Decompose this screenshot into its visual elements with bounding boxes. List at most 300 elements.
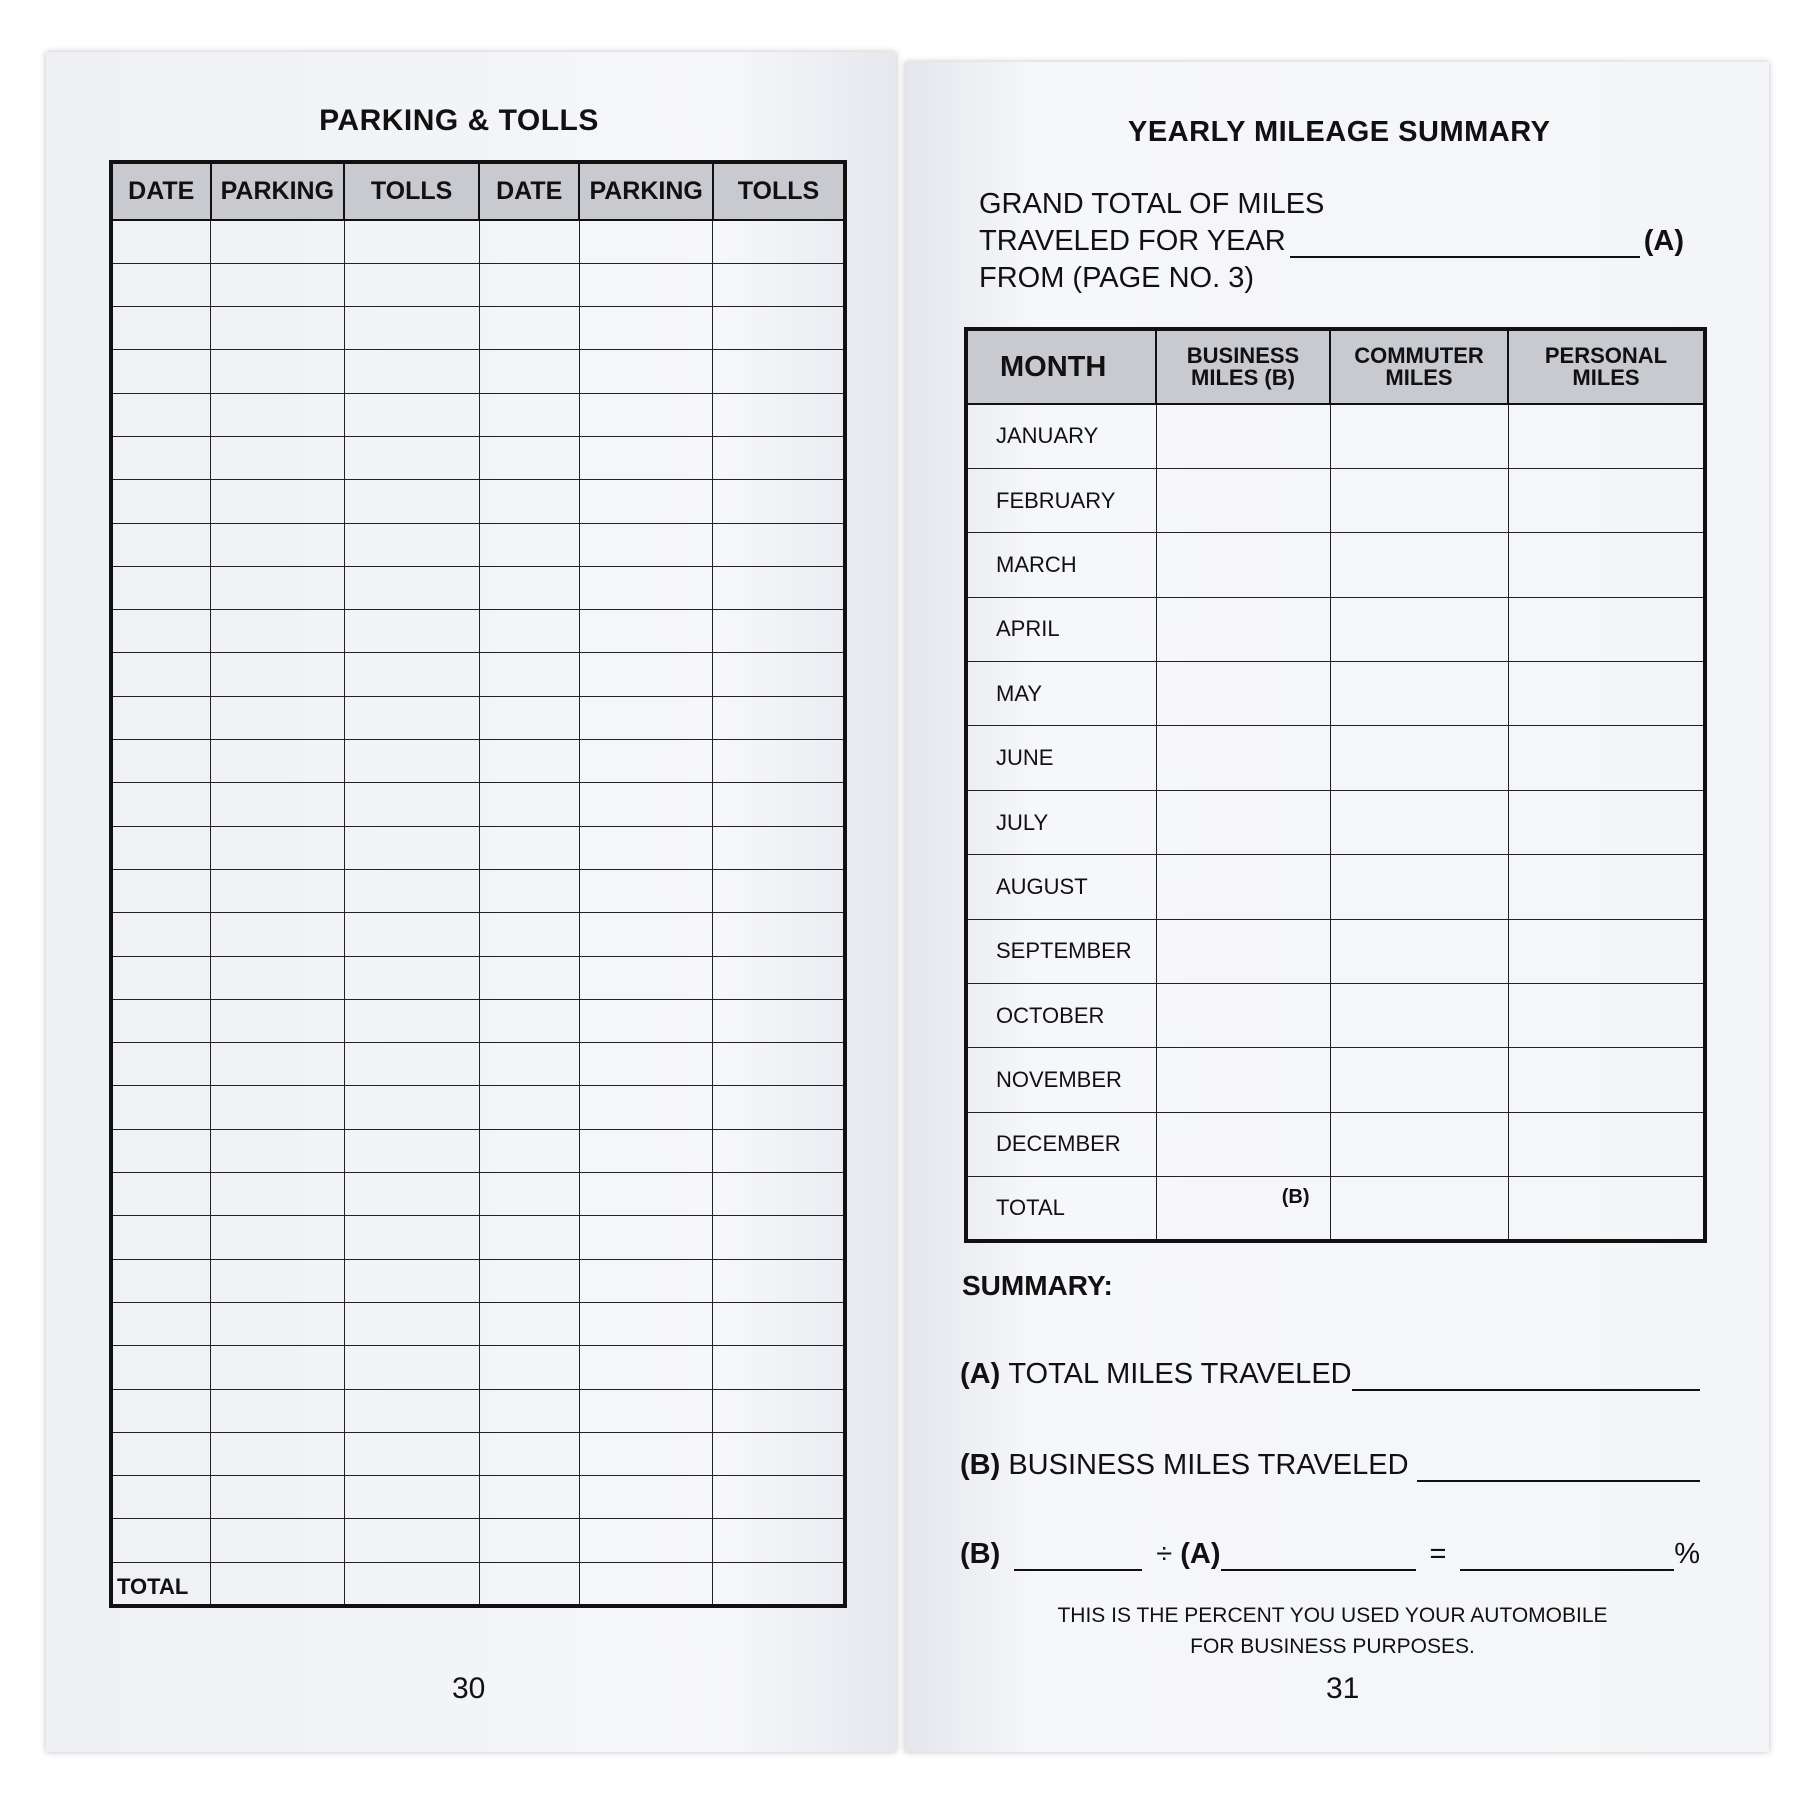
cell-parking[interactable] — [579, 740, 713, 783]
cell-date[interactable] — [479, 350, 579, 393]
cell-business[interactable] — [1156, 984, 1330, 1048]
cell-commuter[interactable] — [1330, 790, 1508, 854]
cell-tolls[interactable] — [713, 523, 845, 566]
cell-date[interactable] — [479, 1432, 579, 1475]
month-label: SEPTEMBER — [966, 919, 1156, 983]
cell-parking[interactable] — [211, 1259, 345, 1302]
table-row — [111, 1432, 845, 1475]
cell-commuter[interactable] — [1330, 533, 1508, 597]
cell-personal[interactable] — [1508, 468, 1705, 532]
grand-total-marker: (A) — [1643, 225, 1684, 257]
cell-parking[interactable] — [579, 1216, 713, 1259]
cell-date[interactable] — [111, 1519, 211, 1562]
cell-tolls[interactable] — [713, 1173, 845, 1216]
cell-commuter[interactable] — [1330, 404, 1508, 468]
cell-tolls[interactable] — [713, 1043, 845, 1086]
cell-tolls[interactable] — [713, 1216, 845, 1259]
cell-commuter[interactable] — [1330, 919, 1508, 983]
cell-date[interactable] — [111, 826, 211, 869]
table-row — [111, 1389, 845, 1432]
cell-date[interactable] — [111, 999, 211, 1042]
month-row — [966, 468, 1705, 532]
marker-a: (A) — [960, 1358, 1001, 1390]
cell-commuter[interactable] — [1330, 984, 1508, 1048]
cell-tolls[interactable] — [713, 1129, 845, 1172]
cell-date[interactable] — [111, 783, 211, 826]
cell-date[interactable] — [111, 1302, 211, 1345]
table-row — [111, 783, 845, 826]
cell-tolls[interactable] — [713, 220, 845, 263]
cell-date[interactable] — [111, 913, 211, 956]
cell-parking[interactable] — [579, 566, 713, 609]
percent-formula — [960, 1538, 1700, 1571]
cell-business[interactable] — [1156, 468, 1330, 532]
cell-date[interactable] — [111, 869, 211, 912]
formula-b: (B) — [960, 1538, 1001, 1570]
formula-b-input[interactable] — [1014, 1547, 1142, 1571]
cell-parking[interactable] — [211, 1389, 345, 1432]
cell-parking[interactable] — [579, 913, 713, 956]
cell-parking[interactable] — [211, 696, 345, 739]
cell-date[interactable] — [479, 1043, 579, 1086]
cell-tolls[interactable] — [713, 1302, 845, 1345]
cell-parking[interactable] — [211, 783, 345, 826]
cell-tolls[interactable] — [713, 1086, 845, 1129]
cell-date[interactable] — [479, 610, 579, 653]
cell-date[interactable] — [479, 1216, 579, 1259]
cell-parking[interactable] — [211, 1086, 345, 1129]
cell-parking[interactable] — [579, 1562, 713, 1605]
cell-parking[interactable] — [211, 436, 345, 479]
parking-tolls-table — [109, 160, 847, 1608]
month-label: TOTAL — [966, 1177, 1156, 1241]
cell-tolls[interactable] — [344, 999, 479, 1042]
cell-tolls[interactable] — [713, 1476, 845, 1519]
percent-note — [960, 1600, 1705, 1662]
cell-date[interactable] — [479, 436, 579, 479]
cell-date[interactable] — [479, 913, 579, 956]
cell-parking[interactable] — [579, 523, 713, 566]
cell-parking[interactable] — [579, 1043, 713, 1086]
cell-business[interactable] — [1156, 597, 1330, 661]
cell-commuter[interactable] — [1330, 597, 1508, 661]
cell-personal[interactable] — [1508, 726, 1705, 790]
table-row — [111, 566, 845, 609]
cell-tolls[interactable] — [713, 1432, 845, 1475]
cell-personal[interactable] — [1508, 790, 1705, 854]
table-row — [111, 1519, 845, 1562]
cell-tolls[interactable] — [344, 956, 479, 999]
cell-date[interactable] — [479, 999, 579, 1042]
cell-date[interactable] — [111, 1476, 211, 1519]
grand-total-input[interactable] — [1290, 234, 1640, 258]
cell-parking[interactable] — [579, 653, 713, 696]
cell-personal[interactable] — [1508, 984, 1705, 1048]
cell-parking[interactable] — [579, 1259, 713, 1302]
cell-tolls[interactable] — [344, 1173, 479, 1216]
cell-parking[interactable] — [211, 826, 345, 869]
cell-date[interactable] — [479, 653, 579, 696]
business-miles-input[interactable] — [1417, 1458, 1700, 1482]
cell-parking[interactable] — [579, 1086, 713, 1129]
cell-tolls[interactable] — [344, 826, 479, 869]
cell-parking[interactable] — [579, 1129, 713, 1172]
cell-tolls[interactable] — [713, 1519, 845, 1562]
header-business-l2: MILES (B) — [1191, 365, 1295, 390]
cell-commuter[interactable] — [1330, 726, 1508, 790]
cell-tolls[interactable] — [713, 956, 845, 999]
cell-parking[interactable] — [579, 220, 713, 263]
month-row — [966, 597, 1705, 661]
cell-business[interactable] — [1156, 919, 1330, 983]
cell-tolls[interactable] — [713, 740, 845, 783]
equals-sign: = — [1429, 1538, 1447, 1570]
cell-tolls[interactable] — [713, 783, 845, 826]
table-row — [111, 1129, 845, 1172]
cell-parking[interactable] — [211, 220, 345, 263]
cell-tolls[interactable] — [344, 1043, 479, 1086]
cell-tolls[interactable] — [344, 1519, 479, 1562]
cell-date[interactable] — [111, 696, 211, 739]
cell-parking[interactable] — [579, 1346, 713, 1389]
cell-personal[interactable] — [1508, 533, 1705, 597]
cell-parking[interactable] — [211, 523, 345, 566]
percent-input[interactable] — [1460, 1547, 1674, 1571]
cell-date[interactable] — [111, 1216, 211, 1259]
cell-personal[interactable] — [1508, 597, 1705, 661]
cell-business[interactable] — [1156, 855, 1330, 919]
cell-parking[interactable] — [211, 393, 345, 436]
cell-personal[interactable] — [1508, 1048, 1705, 1112]
cell-parking[interactable] — [579, 826, 713, 869]
cell-parking[interactable] — [579, 1476, 713, 1519]
cell-tolls[interactable] — [344, 263, 479, 306]
grand-total-line3: FROM (PAGE NO. 3) — [979, 262, 1254, 294]
table-row — [111, 826, 845, 869]
cell-date[interactable] — [111, 1173, 211, 1216]
cell-date[interactable] — [111, 1259, 211, 1302]
cell-tolls[interactable] — [713, 653, 845, 696]
header-tolls: TOLLS — [344, 162, 479, 220]
cell-parking[interactable] — [211, 1043, 345, 1086]
cell-parking[interactable] — [579, 1519, 713, 1562]
cell-personal[interactable] — [1508, 404, 1705, 468]
cell-date[interactable] — [111, 1432, 211, 1475]
cell-tolls[interactable] — [713, 393, 845, 436]
cell-date[interactable] — [479, 826, 579, 869]
cell-date[interactable] — [479, 393, 579, 436]
cell-date[interactable] — [479, 696, 579, 739]
cell-parking[interactable] — [579, 436, 713, 479]
cell-tolls[interactable] — [713, 1562, 845, 1605]
month-row — [966, 533, 1705, 597]
cell-parking[interactable] — [211, 740, 345, 783]
table-row — [111, 913, 845, 956]
cell-date[interactable] — [479, 1173, 579, 1216]
cell-date[interactable] — [479, 956, 579, 999]
month-row — [966, 404, 1705, 468]
cell-commuter[interactable] — [1330, 1112, 1508, 1176]
cell-date[interactable] — [111, 653, 211, 696]
cell-parking[interactable] — [211, 610, 345, 653]
business-miles-label: BUSINESS MILES TRAVELED — [1008, 1449, 1409, 1481]
cell-commuter[interactable] — [1330, 1177, 1508, 1241]
month-label: JANUARY — [966, 404, 1156, 468]
cell-personal[interactable] — [1508, 1177, 1705, 1241]
cell-date[interactable] — [479, 1389, 579, 1432]
month-label: FEBRUARY — [966, 468, 1156, 532]
cell-personal[interactable] — [1508, 919, 1705, 983]
cell-tolls[interactable] — [344, 1216, 479, 1259]
cell-date[interactable] — [479, 740, 579, 783]
cell-parking[interactable] — [211, 1346, 345, 1389]
cell-parking[interactable] — [579, 956, 713, 999]
cell-parking[interactable] — [579, 783, 713, 826]
cell-tolls[interactable] — [713, 1259, 845, 1302]
cell-date[interactable] — [111, 1346, 211, 1389]
cell-date[interactable] — [111, 480, 211, 523]
total-miles-label: TOTAL MILES TRAVELED — [1008, 1358, 1352, 1390]
table-row — [111, 869, 845, 912]
grand-total-line1: GRAND TOTAL OF MILES — [979, 188, 1325, 220]
cell-tolls[interactable] — [713, 566, 845, 609]
cell-tolls[interactable] — [713, 436, 845, 479]
cell-date[interactable] — [479, 1346, 579, 1389]
cell-date[interactable] — [111, 393, 211, 436]
table-row — [111, 1086, 845, 1129]
cell-date[interactable] — [479, 480, 579, 523]
header-month: MONTH — [966, 329, 1156, 404]
cell-business[interactable] — [1156, 726, 1330, 790]
cell-date[interactable] — [479, 220, 579, 263]
cell-tolls[interactable] — [344, 350, 479, 393]
cell-date[interactable] — [111, 566, 211, 609]
month-row — [966, 984, 1705, 1048]
cell-parking[interactable] — [211, 1302, 345, 1345]
table-row — [111, 350, 845, 393]
cell-tolls[interactable] — [344, 783, 479, 826]
cell-tolls[interactable] — [344, 1129, 479, 1172]
grand-total-line2 — [979, 225, 1684, 258]
cell-parking[interactable] — [579, 480, 713, 523]
cell-tolls[interactable] — [713, 307, 845, 350]
total-miles-input[interactable] — [1352, 1367, 1700, 1391]
cell-commuter[interactable] — [1330, 855, 1508, 919]
cell-tolls[interactable] — [344, 1432, 479, 1475]
cell-date[interactable] — [111, 523, 211, 566]
cell-tolls[interactable] — [344, 1259, 479, 1302]
cell-parking[interactable] — [211, 1216, 345, 1259]
cell-parking[interactable] — [579, 393, 713, 436]
cell-parking[interactable] — [211, 1519, 345, 1562]
cell-parking[interactable] — [211, 1432, 345, 1475]
month-label: DECEMBER — [966, 1112, 1156, 1176]
cell-date[interactable] — [479, 1086, 579, 1129]
cell-parking[interactable] — [579, 999, 713, 1042]
table-row — [111, 393, 845, 436]
cell-tolls[interactable] — [713, 610, 845, 653]
cell-parking[interactable] — [579, 869, 713, 912]
month-row — [966, 662, 1705, 726]
cell-tolls[interactable] — [344, 740, 479, 783]
cell-parking[interactable] — [211, 263, 345, 306]
cell-parking[interactable] — [211, 1562, 345, 1605]
cell-date[interactable] — [111, 740, 211, 783]
cell-date[interactable] — [479, 566, 579, 609]
month-label: AUGUST — [966, 855, 1156, 919]
header-date: DATE — [111, 162, 211, 220]
monthly-mileage-table — [964, 327, 1707, 1243]
cell-date[interactable] — [479, 1519, 579, 1562]
cell-date[interactable] — [479, 1302, 579, 1345]
cell-tolls[interactable] — [713, 826, 845, 869]
cell-business[interactable] — [1156, 790, 1330, 854]
cell-tolls[interactable] — [344, 1562, 479, 1605]
cell-parking[interactable] — [579, 307, 713, 350]
parking-tolls-title: PARKING & TOLLS — [319, 104, 599, 137]
cell-tolls[interactable] — [713, 913, 845, 956]
cell-date[interactable] — [479, 523, 579, 566]
cell-tolls[interactable] — [344, 1389, 479, 1432]
cell-personal[interactable] — [1508, 662, 1705, 726]
cell-tolls[interactable] — [344, 566, 479, 609]
cell-commuter[interactable] — [1330, 468, 1508, 532]
header-commuter-l2: MILES — [1385, 365, 1453, 390]
cell-parking[interactable] — [211, 307, 345, 350]
note-line2: FOR BUSINESS PURPOSES. — [1190, 1635, 1475, 1658]
table-row — [111, 220, 845, 263]
cell-date[interactable] — [111, 307, 211, 350]
cell-tolls[interactable] — [713, 263, 845, 306]
cell-parking[interactable] — [579, 263, 713, 306]
cell-tolls[interactable] — [344, 1086, 479, 1129]
cell-parking[interactable] — [211, 999, 345, 1042]
cell-tolls[interactable] — [344, 610, 479, 653]
cell-parking[interactable] — [211, 913, 345, 956]
cell-business[interactable] — [1156, 1048, 1330, 1112]
cell-tolls[interactable] — [344, 307, 479, 350]
header-tolls: TOLLS — [713, 162, 845, 220]
cell-parking[interactable] — [211, 956, 345, 999]
marker-b: (B) — [960, 1449, 1001, 1481]
cell-date[interactable] — [111, 1129, 211, 1172]
cell-date[interactable] — [111, 1389, 211, 1432]
cell-date[interactable] — [111, 350, 211, 393]
cell-tolls[interactable] — [344, 523, 479, 566]
cell-personal[interactable] — [1508, 855, 1705, 919]
cell-parking[interactable] — [211, 1173, 345, 1216]
table-row — [111, 653, 845, 696]
percent-sign: % — [1674, 1538, 1700, 1570]
summary-total-miles — [960, 1358, 1700, 1391]
cell-business[interactable] — [1156, 404, 1330, 468]
cell-tolls[interactable] — [344, 436, 479, 479]
header-commuter-l1: COMMUTER — [1354, 343, 1484, 368]
cell-business[interactable] — [1156, 1112, 1330, 1176]
table-row — [111, 610, 845, 653]
cell-business[interactable] — [1156, 1177, 1330, 1241]
formula-a-input[interactable] — [1221, 1547, 1416, 1571]
cell-parking[interactable] — [211, 566, 345, 609]
cell-tolls[interactable] — [713, 350, 845, 393]
cell-parking[interactable] — [579, 1432, 713, 1475]
cell-business[interactable] — [1156, 662, 1330, 726]
cell-date[interactable] — [111, 436, 211, 479]
cell-tolls[interactable] — [344, 653, 479, 696]
month-label: MAY — [966, 662, 1156, 726]
cell-parking[interactable] — [579, 1389, 713, 1432]
cell-date[interactable] — [111, 956, 211, 999]
cell-tolls[interactable] — [344, 696, 479, 739]
cell-parking[interactable] — [211, 653, 345, 696]
cell-parking[interactable] — [211, 1129, 345, 1172]
cell-tolls[interactable] — [713, 1346, 845, 1389]
cell-date[interactable] — [479, 1259, 579, 1302]
cell-parking[interactable] — [211, 869, 345, 912]
cell-parking[interactable] — [211, 480, 345, 523]
cell-date[interactable] — [479, 783, 579, 826]
formula-a: (A) — [1180, 1538, 1221, 1570]
cell-commuter[interactable] — [1330, 662, 1508, 726]
cell-commuter[interactable] — [1330, 1048, 1508, 1112]
cell-date[interactable] — [111, 610, 211, 653]
cell-tolls[interactable] — [713, 480, 845, 523]
note-line1: THIS IS THE PERCENT YOU USED YOUR AUTOMOBILE — [1057, 1604, 1608, 1627]
cell-parking[interactable] — [579, 1173, 713, 1216]
summary-heading: SUMMARY: — [962, 1270, 1113, 1301]
cell-parking[interactable] — [579, 350, 713, 393]
header-parking: PARKING — [579, 162, 713, 220]
cell-business[interactable] — [1156, 533, 1330, 597]
table-row — [111, 740, 845, 783]
header-personal-l2: MILES — [1572, 365, 1640, 390]
cell-date[interactable] — [479, 1476, 579, 1519]
cell-parking[interactable] — [211, 1476, 345, 1519]
month-row — [966, 855, 1705, 919]
cell-date[interactable] — [479, 869, 579, 912]
cell-parking[interactable] — [579, 1302, 713, 1345]
cell-parking[interactable] — [211, 350, 345, 393]
cell-date[interactable] — [479, 1562, 579, 1605]
cell-tolls[interactable] — [344, 220, 479, 263]
table-row — [111, 999, 845, 1042]
cell-tolls[interactable] — [713, 869, 845, 912]
table-row — [111, 1476, 845, 1519]
cell-date[interactable] — [479, 307, 579, 350]
cell-tolls[interactable] — [713, 999, 845, 1042]
cell-parking[interactable] — [579, 696, 713, 739]
cell-tolls[interactable] — [344, 913, 479, 956]
cell-tolls[interactable] — [344, 1476, 479, 1519]
cell-tolls[interactable] — [344, 1302, 479, 1345]
cell-tolls[interactable] — [344, 869, 479, 912]
cell-tolls[interactable] — [344, 393, 479, 436]
cell-date[interactable] — [111, 263, 211, 306]
month-label: JUNE — [966, 726, 1156, 790]
cell-date[interactable] — [479, 1129, 579, 1172]
cell-personal[interactable] — [1508, 1112, 1705, 1176]
cell-date[interactable] — [111, 1043, 211, 1086]
cell-date[interactable] — [111, 220, 211, 263]
cell-tolls[interactable] — [344, 480, 479, 523]
cell-tolls[interactable] — [344, 1346, 479, 1389]
cell-date[interactable] — [111, 1086, 211, 1129]
cell-tolls[interactable] — [713, 696, 845, 739]
cell-parking[interactable] — [579, 610, 713, 653]
total-label: TOTAL — [111, 1562, 211, 1605]
cell-tolls[interactable] — [713, 1389, 845, 1432]
cell-date[interactable] — [479, 263, 579, 306]
